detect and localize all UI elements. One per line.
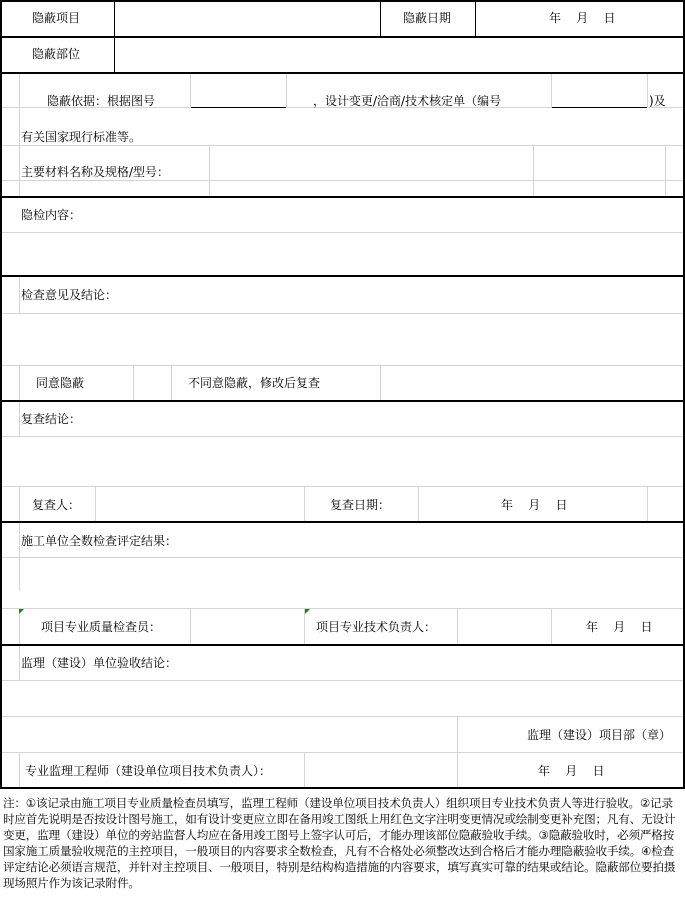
supervision-engineer-label: 专业监理工程师（建设单位项目技术负责人）： <box>25 764 272 778</box>
recheck-date-label: 复查日期： <box>330 498 391 512</box>
basis-middle: ，设计变更/洽商/技术核定单（编号 <box>313 94 502 108</box>
recheck-person-field[interactable] <box>96 487 304 521</box>
change-number-field[interactable] <box>552 107 647 108</box>
hidden-date-value[interactable]: 年 月 日 <box>549 11 616 25</box>
recheck-person-label: 复查人： <box>32 498 81 512</box>
supervision-conclusion-label: 监理（建设）单位验收结论： <box>21 656 178 670</box>
quality-inspector-label: 项目专业质量检查员： <box>41 620 162 634</box>
supervision-engineer-field[interactable] <box>305 753 457 787</box>
construction-date-value[interactable]: 年 月 日 <box>586 620 653 634</box>
tech-lead-label: 项目专业技术负责人： <box>316 620 437 634</box>
comment-marker-icon <box>19 609 24 614</box>
inspection-content-label: 隐检内容： <box>21 208 82 222</box>
agree-option[interactable]: 同意隐蔽 <box>36 376 85 390</box>
comment-marker-icon <box>305 609 310 614</box>
materials-label: 主要材料名称及规格/型号： <box>21 165 170 179</box>
recheck-date-value[interactable]: 年 月 日 <box>501 498 568 512</box>
opinion-label: 检查意见及结论： <box>21 288 118 302</box>
agree-checkbox[interactable] <box>134 366 171 400</box>
basis-prefix: 隐蔽依据：根据图号 <box>47 94 156 108</box>
supervision-dept-label: 监理（建设）项目部（章） <box>527 728 672 742</box>
construction-result-label: 施工单位全数检查评定结果： <box>21 534 178 548</box>
hidden-item-label: 隐蔽项目 <box>32 11 81 25</box>
recheck-conclusion-label: 复查结论： <box>21 412 82 426</box>
hidden-location-label: 隐蔽部位 <box>32 47 81 61</box>
basis-suffix: )及 <box>649 94 666 108</box>
hidden-date-label: 隐蔽日期 <box>403 11 452 25</box>
footnote: 注：①该记录由施工项目专业质量检查员填写，监理工程师（建设单位项目技术负责人）组织项目专业技术负责人等进行验收。②记录时应首先说明是否按设计图号施工，如有设计变更应立即在备用竣工图纸上用红色文字注明变更情况或绘制变更补充图；凡有、无设计变更，监理（建设）单位的旁站监督人均应在备用竣工图号上签字认可后，才能办理该部位隐蔽验收手续。③隐蔽验收时，必须严格按国家施工质量验收规范的主控项目，一般项目的内容要求全数检查，凡有不合格处必须整改达到合格后才能办理隐蔽验收手续。④检查评定结论必须语言规范，并针对主控项目、一般项目，特别是结构构造措施的内容要求，填写真实可靠的结果或结论。隐蔽部位要拍摄现场照片作为该记录附件。 <box>3 796 676 890</box>
tech-lead-field[interactable] <box>458 609 551 644</box>
quality-inspector-field[interactable] <box>191 609 304 644</box>
drawing-number-field[interactable] <box>191 107 286 108</box>
hidden-location-field[interactable] <box>116 38 682 72</box>
supervision-date-value[interactable]: 年 月 日 <box>538 764 605 778</box>
disagree-option[interactable]: 不同意隐蔽，修改后复查 <box>188 376 321 390</box>
hidden-item-field[interactable] <box>116 2 379 36</box>
basis-line2: 有关国家现行标准等。 <box>21 130 142 144</box>
